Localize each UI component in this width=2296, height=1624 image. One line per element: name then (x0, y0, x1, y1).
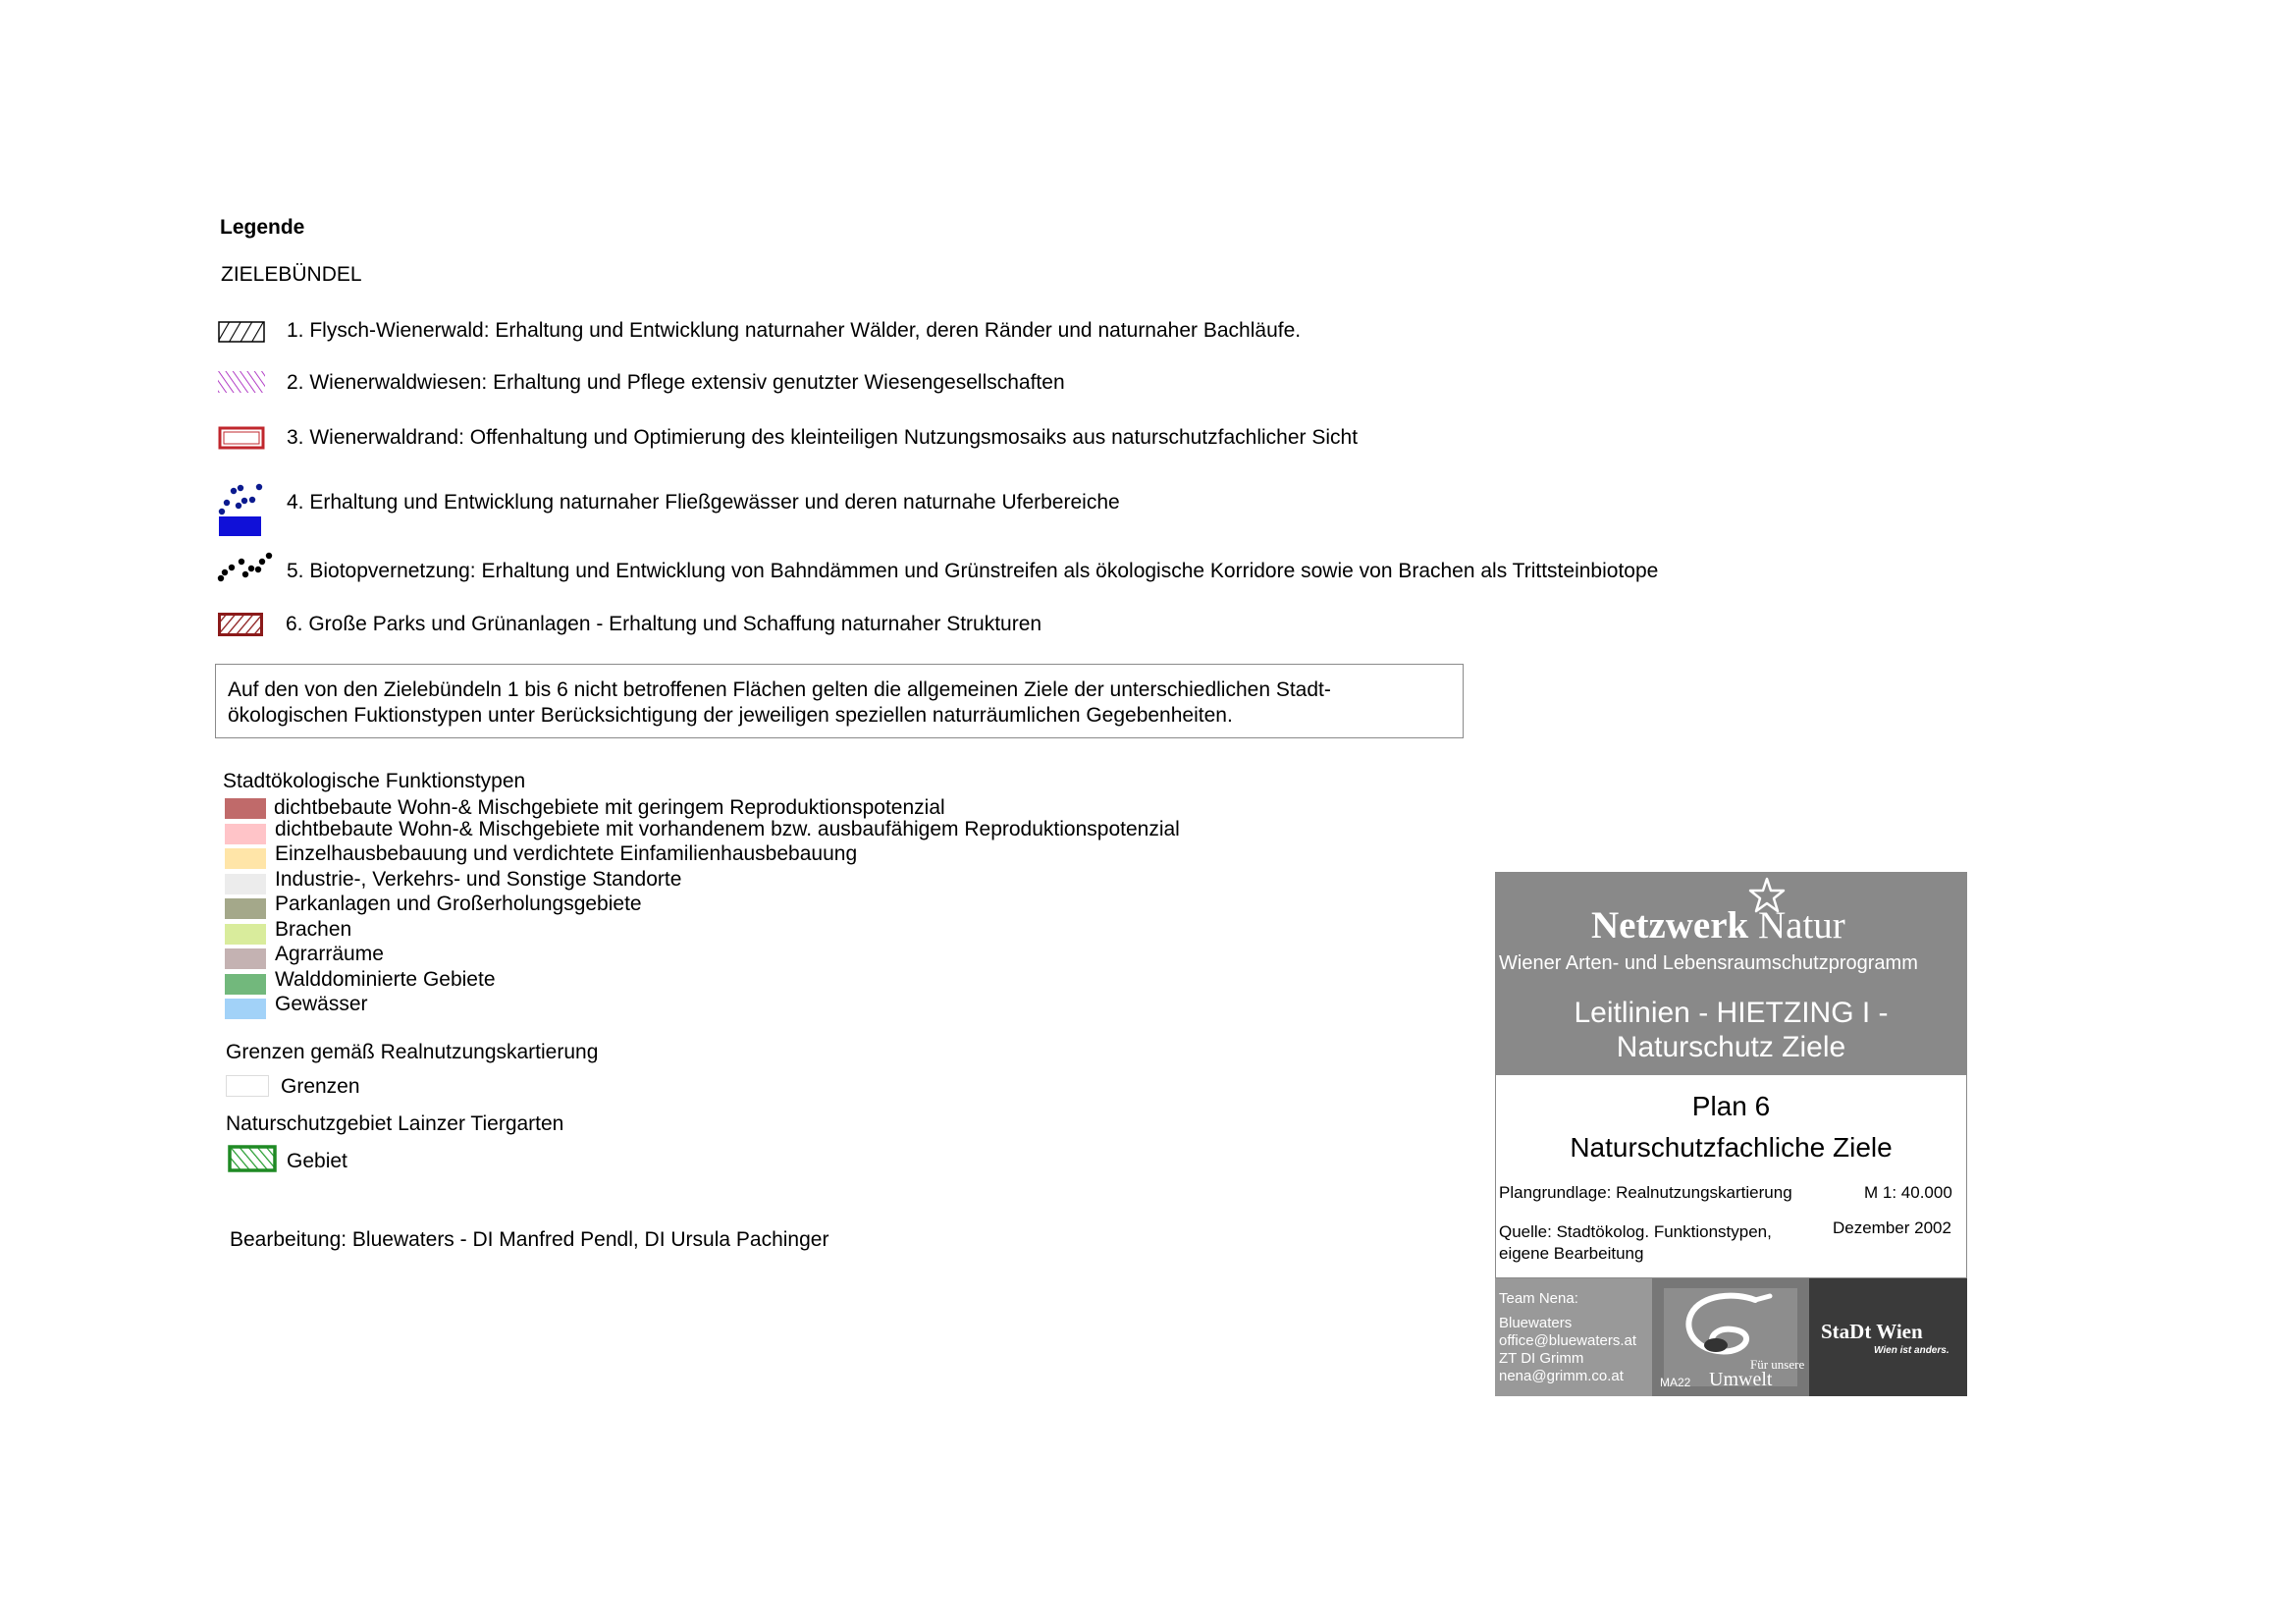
title-block-logos (1495, 1278, 1967, 1396)
team-panel (1495, 1278, 1652, 1396)
swatch-brachen (225, 924, 266, 945)
source-line-1: Quelle: Stadtökolog. Funktionstypen, (1499, 1222, 1772, 1241)
green-hatch-icon (228, 1145, 277, 1172)
team-line: Team Nena: (1499, 1290, 1578, 1307)
swatch-parks (225, 898, 266, 919)
brand-logo (1591, 903, 1845, 947)
ma22-small: MA22 (1660, 1376, 1691, 1389)
goal-5-label: 5. Biotopvernetzung: Erhaltung und Entwicklung von Bahndämmen und Grünstreifen als ökologische Korridore sowie von Brachen als Trittsteinbiotope (287, 560, 1659, 582)
goal-6-label: 6. Große Parks und Grünanlagen - Erhaltung und Schaffung naturnaher Strukturen (286, 613, 1042, 635)
black-dots-icon (216, 550, 277, 585)
type-label: Brachen (275, 918, 352, 941)
program-subtitle: Wiener Arten- und Lebensraumschutzprogramm (1499, 952, 1918, 974)
note-box (215, 664, 1464, 738)
goals-section-title: ZIELEBÜNDEL (221, 263, 362, 286)
team-line: ZT DI Grimm (1499, 1350, 1584, 1367)
swatch-dense-potential (225, 824, 266, 844)
reserve-label: Gebiet (287, 1150, 347, 1172)
ma22-logo-panel (1652, 1278, 1809, 1396)
goal-2-label: 2. Wienerwaldwiesen: Erhaltung und Pflege extensiv genutzter Wiesengesellschaften (287, 371, 1065, 394)
guideline-line-1: Leitlinien - HIETZING I - (1574, 997, 1889, 1029)
brand-light: Natur (1758, 904, 1845, 947)
guideline-line-2: Naturschutz Ziele (1616, 1031, 1846, 1063)
blue-dots-and-box-icon (216, 481, 275, 540)
type-label: Walddominierte Gebiete (275, 968, 496, 991)
black-hatch-icon (218, 321, 265, 343)
swatch-industry (225, 874, 266, 894)
team-line: office@bluewaters.at (1499, 1332, 1637, 1349)
team-line: Bluewaters (1499, 1315, 1573, 1331)
types-title: Stadtökologische Funktionstypen (223, 770, 526, 792)
plan-date: Dezember 2002 (1833, 1218, 1951, 1237)
plan-basis: Plangrundlage: Realnutzungskartierung (1499, 1183, 1792, 1202)
brand-bold: Netzwerk (1591, 904, 1749, 947)
ma22-text-1: Für unsere (1750, 1357, 1805, 1372)
swatch-single-house (225, 848, 266, 869)
borders-label: Grenzen (281, 1075, 360, 1098)
type-label: Agrarräume (275, 943, 384, 965)
purple-hatch-icon (218, 371, 265, 393)
goal-4-label: 4. Erhaltung und Entwicklung naturnaher Fließgewässer und deren naturnahe Uferbereiche (287, 491, 1120, 514)
borders-title: Grenzen gemäß Realnutzungskartierung (226, 1041, 599, 1063)
legend-heading: Legende (220, 216, 305, 239)
team-line: nena@grimm.co.at (1499, 1368, 1624, 1384)
note-line-1: Auf den von den Zielebündeln 1 bis 6 nicht betroffenen Flächen gelten die allgemeinen Ziele der unterschiedlichen Stadt- (228, 678, 1331, 701)
darkred-hatch-icon (218, 613, 263, 636)
swatch-dense-low (225, 798, 266, 819)
red-outline-box-icon (218, 426, 265, 450)
title-block-details (1495, 1074, 1967, 1278)
type-label: dichtbebaute Wohn-& Mischgebiete mit vorhandenem bzw. ausbaufähigem Reproduktionspotenzial (275, 818, 1180, 840)
city-logo: StaDt Wien (1821, 1320, 1923, 1343)
swatch-forest (225, 974, 266, 995)
note-line-2: ökologischen Fuktionstypen unter Berücksichtigung der jeweiligen speziellen naturräumlichen Gegebenheiten. (228, 704, 1233, 727)
title-block-header (1495, 872, 1967, 1074)
swatch-water (225, 999, 266, 1019)
source-line-2: eigene Bearbeitung (1499, 1244, 1644, 1263)
plan-number: Plan 6 (1691, 1091, 1771, 1121)
type-label: Industrie-, Verkehrs- und Sonstige Standorte (275, 868, 682, 891)
city-logo-panel (1809, 1278, 1967, 1396)
reserve-title: Naturschutzgebiet Lainzer Tiergarten (226, 1112, 564, 1135)
type-label: Einzelhausbebauung und verdichtete Einfamilienhausbebauung (275, 842, 858, 865)
type-label: dichtbebaute Wohn-& Mischgebiete mit geringem Reproduktionspotenzial (274, 796, 945, 819)
ma22-text-2: Umwelt (1709, 1369, 1773, 1390)
plan-title: Naturschutzfachliche Ziele (1570, 1132, 1893, 1163)
goal-1-label: 1. Flysch-Wienerwald: Erhaltung und Entwicklung naturnaher Wälder, deren Ränder und naturnaher Bachläufe. (287, 319, 1302, 342)
city-slogan: Wien ist anders. (1874, 1345, 1949, 1356)
type-label: Gewässer (275, 993, 368, 1015)
plan-scale: M 1: 40.000 (1864, 1183, 1952, 1202)
border-swatch (226, 1075, 269, 1097)
type-label: Parkanlagen und Großerholungsgebiete (275, 893, 642, 915)
swatch-agrar (225, 948, 266, 969)
goal-3-label: 3. Wienerwaldrand: Offenhaltung und Optimierung des kleinteiligen Nutzungsmosaiks aus naturschutzfachlicher Sicht (287, 426, 1359, 449)
credits: Bearbeitung: Bluewaters - DI Manfred Pendl, DI Ursula Pachinger (230, 1228, 829, 1251)
